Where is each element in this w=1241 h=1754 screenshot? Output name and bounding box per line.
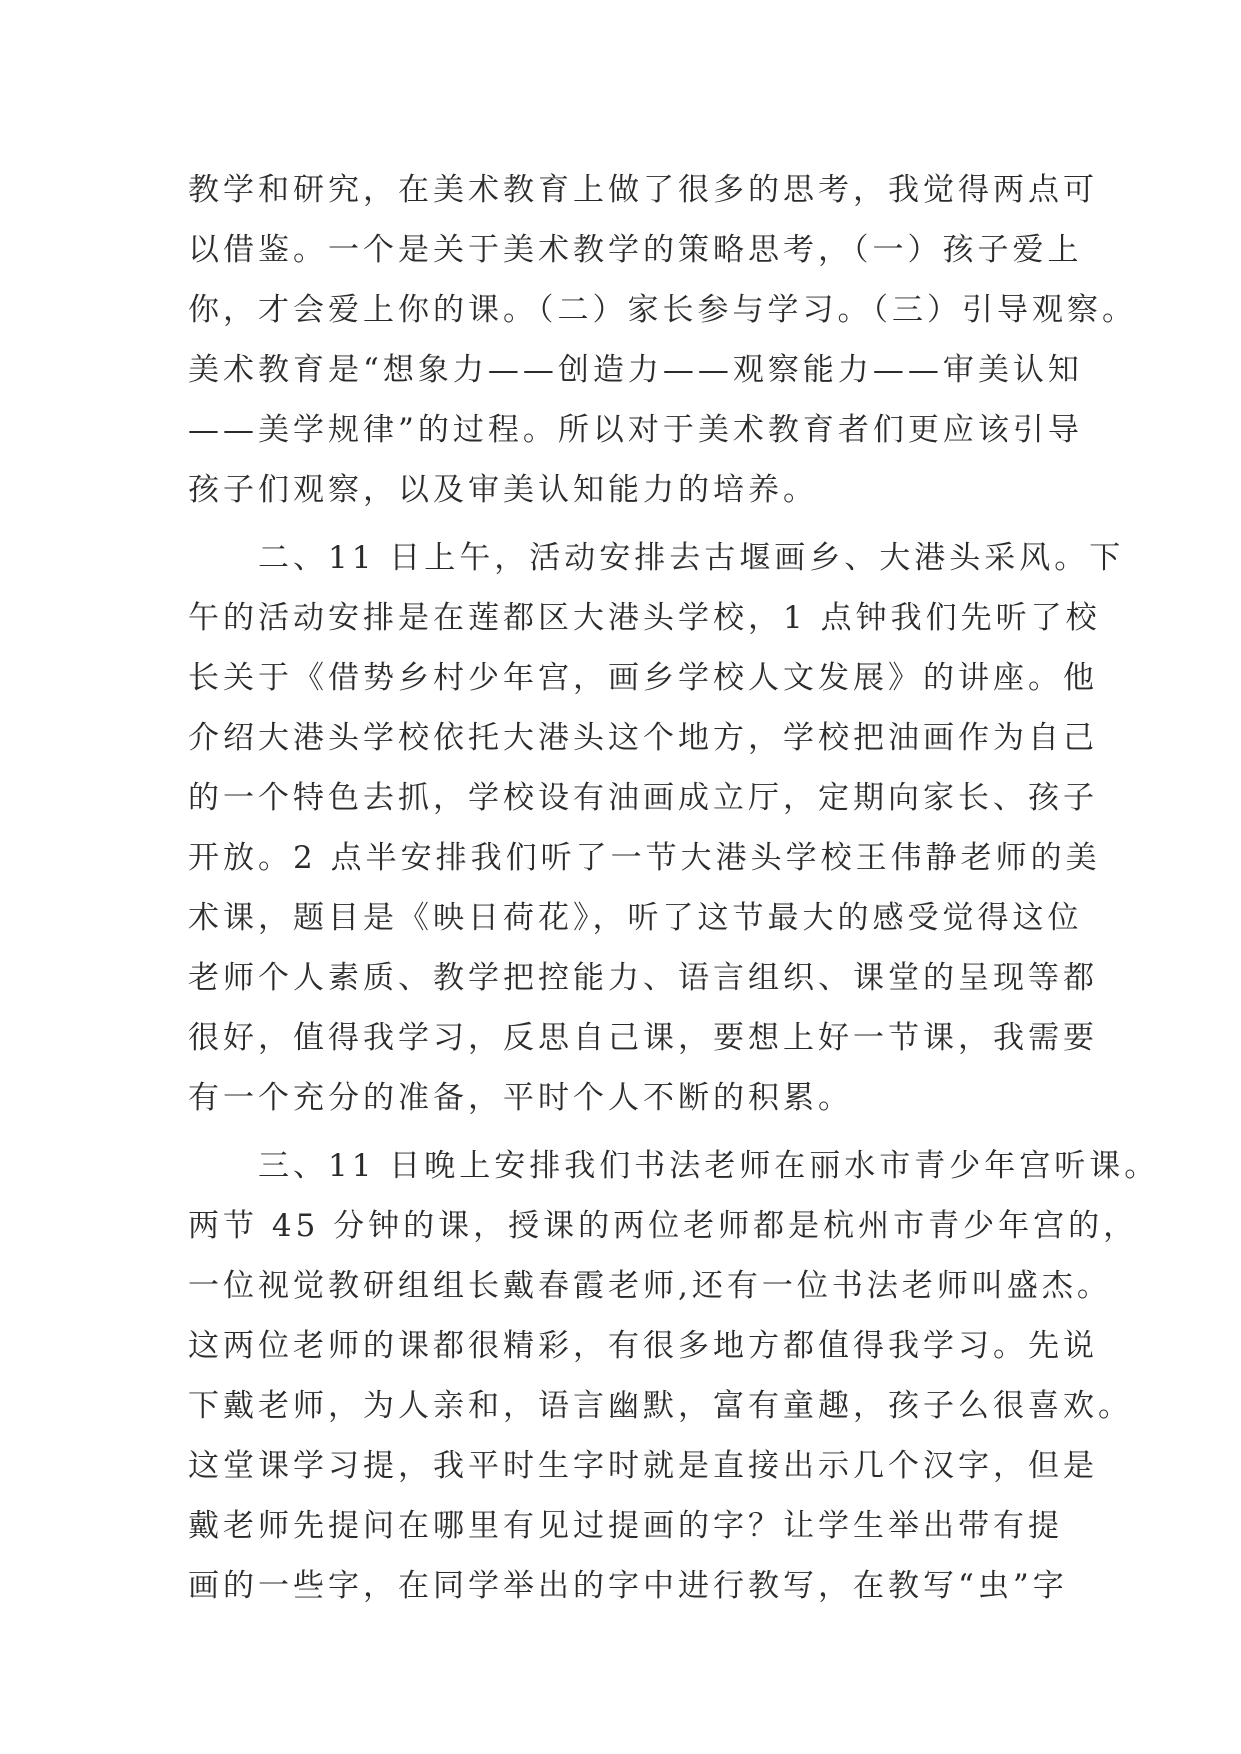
text-line: 这堂课学习提，我平时生字时就是直接出示几个汉字，但是 bbox=[188, 1448, 1098, 1484]
text-line: 二、11 日上午，活动安排去古堰画乡、大港头采风。下 bbox=[188, 540, 1125, 576]
text-line: 午的活动安排是在莲都区大港头学校，1 点钟我们先听了校 bbox=[188, 600, 1101, 636]
text-line: 术课，题目是《映日荷花》，听了这节最大的感受觉得这位 bbox=[188, 900, 1083, 936]
text-line: 美术教育是“想象力——创造力——观察能力——审美认知 bbox=[188, 352, 1083, 388]
text-line: 教学和研究，在美术教育上做了很多的思考，我觉得两点可 bbox=[188, 172, 1098, 208]
text-line: 下戴老师，为人亲和，语言幽默，富有童趣，孩子么很喜欢。 bbox=[188, 1388, 1133, 1424]
text-line: 戴老师先提问在哪里有见过提画的字？让学生举出带有提 bbox=[188, 1508, 1063, 1544]
text-line: 的一个特色去抓，学校设有油画成立厅，定期向家长、孩子 bbox=[188, 780, 1098, 816]
text-line: 介绍大港头学校依托大港头这个地方，学校把油画作为自己 bbox=[188, 720, 1098, 756]
text-line: 两节 45 分钟的课，授课的两位老师都是杭州市青少年宫的， bbox=[188, 1208, 1139, 1244]
text-line: 你，才会爱上你的课。（二）家长参与学习。（三）引导观察。 bbox=[188, 292, 1137, 328]
text-line: 有一个充分的准备，平时个人不断的积累。 bbox=[188, 1080, 853, 1116]
text-line: 长关于《借势乡村少年宫，画乡学校人文发展》的讲座。他 bbox=[188, 660, 1098, 696]
text-line: 三、11 日晚上安排我们书法老师在丽水市青少年宫听课。 bbox=[188, 1148, 1160, 1184]
paragraph-3 bbox=[188, 1136, 1160, 1616]
paragraph-2 bbox=[188, 528, 1125, 1128]
text-line: 老师个人素质、教学把控能力、语言组织、课堂的呈现等都 bbox=[188, 960, 1098, 996]
text-line: 这两位老师的课都很精彩，有很多地方都值得我学习。先说 bbox=[188, 1328, 1098, 1364]
text-line: 开放。2 点半安排我们听了一节大港头学校王伟静老师的美 bbox=[188, 840, 1101, 876]
document-body bbox=[188, 160, 1160, 1616]
paragraph-1 bbox=[188, 160, 1137, 520]
text-line: 以借鉴。一个是关于美术教学的策略思考，（一）孩子爱上 bbox=[188, 232, 1083, 268]
text-line: 很好，值得我学习，反思自己课，要想上好一节课，我需要 bbox=[188, 1020, 1098, 1056]
text-line: ——美学规律”的过程。所以对于美术教育者们更应该引导 bbox=[188, 412, 1083, 448]
text-line: 画的一些字，在同学举出的字中进行教写，在教写“虫”字 bbox=[188, 1568, 1068, 1604]
text-line: 一位视觉教研组组长戴春霞老师,还有一位书法老师叫盛杰。 bbox=[188, 1268, 1112, 1304]
text-line: 孩子们观察，以及审美认知能力的培养。 bbox=[188, 472, 818, 508]
